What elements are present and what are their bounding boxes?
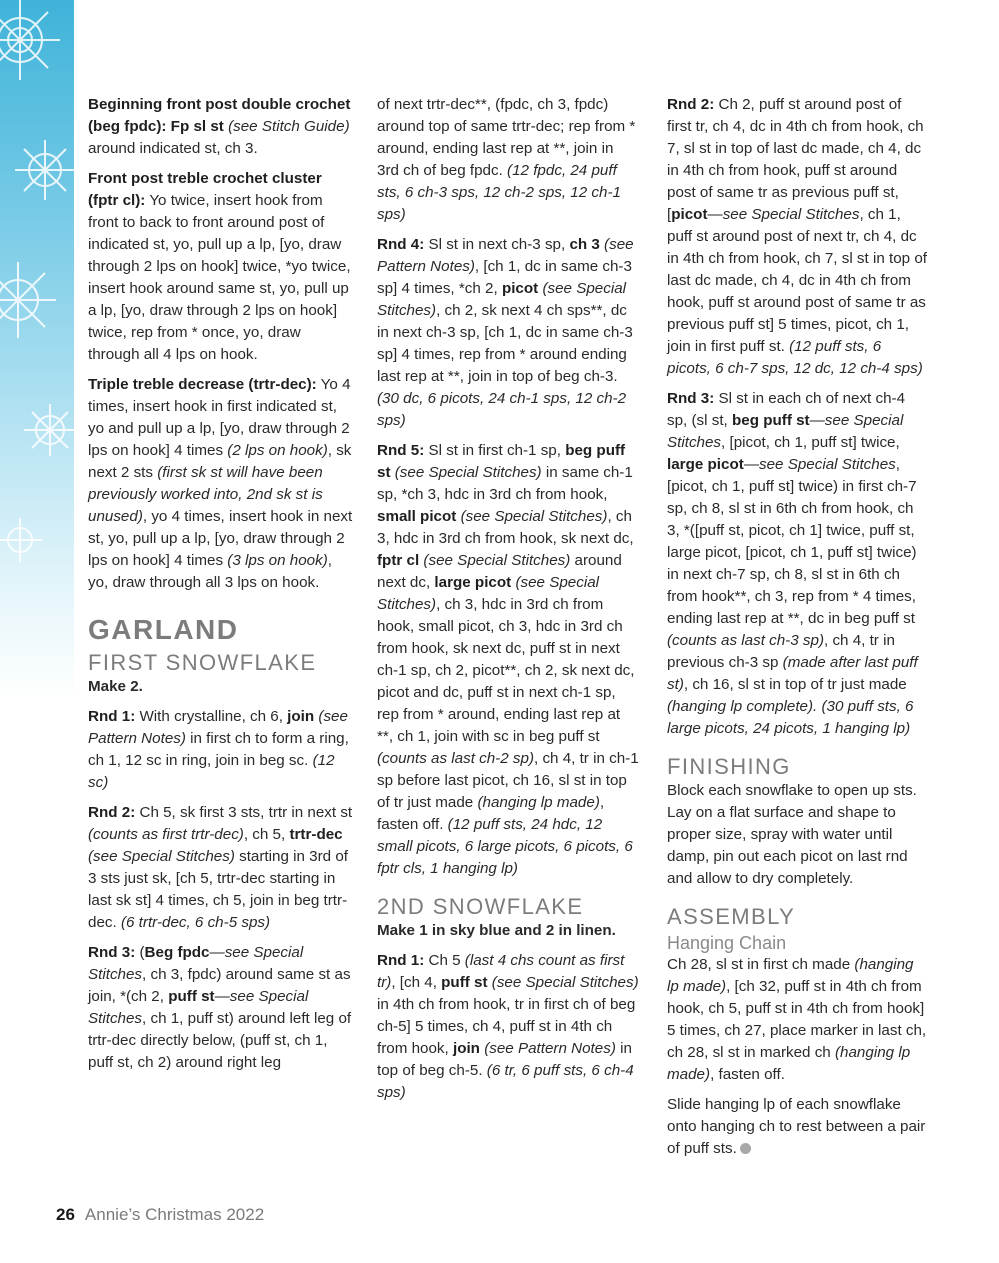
subsection-title-finishing: FINISHING: [667, 754, 791, 779]
rnd-1: Rnd 1: Ch 5 (last 4 chs count as first tr), [ch 4, puff st (see Special Stitches) in 4th ch from hook, tr in first ch of beg ch-5] 5 times, ch 4, puff st in 4th ch from hook, join (see Pattern Notes) in top of beg ch-5. (6 tr, 6 puff sts, 6 ch-4 sps): [377, 952, 639, 1101]
subsection-title-2nd-snowflake: 2ND SNOWFLAKE: [377, 894, 584, 919]
column-2: [377, 94, 639, 1112]
make-count: Make 2.: [88, 678, 143, 695]
rnd-1: Rnd 1: With crystalline, ch 6, join (see Pattern Notes) in first ch to form a ring, ch 1, 12 sc in ring, join in beg sc. (12 sc): [88, 708, 349, 791]
slide-text: Slide hanging lp of each snowflake onto hanging ch to rest between a pair of puff sts.: [667, 1096, 926, 1157]
stitch-trtr-dec: Triple treble decrease (trtr-dec): Yo 4 times, insert hook in first indicated st, yo and pull up a lp, [yo, draw through 2 lps on hook] 4 times (2 lps on hook), sk next 2 sts (first sk st will have been previously worked into, 2nd sk st is unused), yo 4 times, insert hook in next st, yo, pull up a lp, [yo, draw through 2 lps on hook] 4 times (3 lps on hook), yo, draw through all 3 lps on hook.: [88, 376, 353, 591]
page-number: 26: [56, 1205, 75, 1224]
hanging-chain-title: Hanging Chain: [667, 933, 787, 953]
publication-title: Annie’s Christmas 2022: [84, 1205, 265, 1224]
end-mark-icon: [740, 1143, 751, 1154]
rnd-3: Rnd 3: Sl st in each ch of next ch-4 sp, (sl st, beg puff st—see Special Stitches, [picot, ch 1, puff st] twice, large picot—see Special Stitches, [picot, ch 1, puff st] twice) in first ch-7 sp, ch 8, sl st in 6th ch from hook, ch 3, *([puff st, picot, ch 1] twice, puff st, large picot, [picot, ch 1, puff st] twice) in next ch-7 sp, ch 8, sl st in 6th ch from hook**, ch 3, rep from * 4 times, ending last rep at **, dc in beg puff st (counts as last ch-3 sp), ch 4, tr in previous ch-3 sp (made after last puff st), ch 16, sl st in top of tr just made (hanging lp complete). (30 puff sts, 6 large picots, 24 picots, 1 hanging lp): [667, 390, 918, 737]
subsection-title-assembly: ASSEMBLY: [667, 904, 796, 929]
page-footer: [56, 1205, 264, 1225]
column-3: [667, 94, 929, 1168]
finishing-text: Block each snowflake to open up sts. Lay on a flat surface and shape to proper size, spray with water until damp, pin out each picot on last rnd and allow to dry completely.: [667, 782, 917, 887]
make-count: Make 1 in sky blue and 2 in linen.: [377, 922, 616, 939]
rnd-5: Rnd 5: Sl st in first ch-1 sp, beg puff st (see Special Stitches) in same ch-1 sp, *ch 3, hdc in 3rd ch from hook, small picot (see Special Stitches), ch 3, hdc in 3rd ch from hook, sk next dc, fptr cl (see Special Stitches) around next dc, large picot (see Special Stitches), ch 3, hdc in 3rd ch from hook, small picot, ch 3, hdc in 3rd ch from hook, sk next dc, puff st in next ch-1 sp, ch 2, picot**, ch 2, sk next dc, picot and dc, puff st in next ch-1 sp, rep from * around, ending last rep at **, ch 1, join with sc in beg puff st (counts as last ch-2 sp), ch 4, tr in ch-1 sp before last picot, ch 16, sl st in top of tr just made (hanging lp made), fasten off. (12 puff sts, 24 hdc, 12 small picots, 6 large picots, 6 picots, 6 fptr cls, 1 hanging lp): [377, 442, 639, 877]
rnd-2: Rnd 2: Ch 5, sk first 3 sts, trtr in next st (counts as first trtr-dec), ch 5, trtr-dec (see Special Stitches) starting in 3rd of 3 sts just sk, [ch 5, trtr-dec starting in last sk st] 4 times, ch 5, join in beg trtr-dec. (6 trtr-dec, 6 ch-5 sps): [88, 804, 353, 931]
rnd-3: Rnd 3: (Beg fpdc—see Special Stitches, ch 3, fpdc) around same st as join, *(ch 2, puff st—see Special Stitches, ch 1, puff st) around left leg of trtr-dec directly below, (puff st, ch 1, puff st, ch 2) around right leg: [88, 944, 352, 1071]
section-title-garland: GARLAND: [88, 614, 239, 645]
hanging-chain-text: Ch 28, sl st in first ch made (hanging lp made), [ch 32, puff st in 4th ch from hook, ch 5, puff st in 4th ch from hook] 5 times, ch 27, place marker in last ch, ch 28, sl st in marked ch (hanging lp made), fasten off.: [667, 956, 927, 1083]
stitch-beg-fpdc: Beginning front post double crochet (beg fpdc): Fp sl st (see Stitch Guide) around indicated st, ch 3.: [88, 96, 351, 157]
rnd-3-continued: of next trtr-dec**, (fpdc, ch 3, fpdc) around top of same trtr-dec; rep from * around, ending last rep at **, join in 3rd ch of beg fpdc. (12 fpdc, 24 puff sts, 6 ch-3 sps, 12 ch-2 sps, 12 ch-1 sps): [377, 96, 636, 223]
subsection-title-first-snowflake: FIRST SNOWFLAKE: [88, 650, 317, 675]
stitch-fptr-cl: Front post treble crochet cluster (fptr cl): Yo twice, insert hook from front to back to front around post of indicated st, yo, pull up a lp, [yo, draw through 2 lps on hook] twice, *yo twice, insert hook around same st, yo, pull up a lp, [yo, draw through 2 lps on hook] twice, rep from * once, yo, draw through all 4 lps on hook.: [88, 170, 351, 363]
column-1: [88, 94, 356, 1082]
rnd-4: Rnd 4: Sl st in next ch-3 sp, ch 3 (see Pattern Notes), [ch 1, dc in same ch-3 sp] 4 times, *ch 2, picot (see Special Stitches), ch 2, sk next 4 ch sps**, dc in next ch-3 sp, [ch 1, dc in same ch-3 sp] 4 times, rep from * around ending last rep at **, join in top of beg ch-3. (30 dc, 6 picots, 24 ch-1 sps, 12 ch-2 sps): [377, 236, 634, 429]
rnd-2: Rnd 2: Ch 2, puff st around post of first tr, ch 4, dc in 4th ch from hook, ch 7, sl st in top of last dc made, ch 4, dc in 4th ch from hook, puff st around post of same tr as previous puff st, [picot—see Special Stitches, ch 1, puff st around post of next tr, ch 4, dc in 4th ch from hook, ch 7, sl st in top of last dc made, ch 4, dc in 4th ch from hook, puff st around post of same tr as previous puff st] 5 times, picot, ch 1, join in first puff st. (12 puff sts, 6 picots, 6 ch-7 sps, 12 dc, 12 ch-4 sps): [667, 96, 928, 377]
decorative-snowflake-strip: [0, 0, 74, 700]
snowflake-icon: [0, 0, 74, 700]
